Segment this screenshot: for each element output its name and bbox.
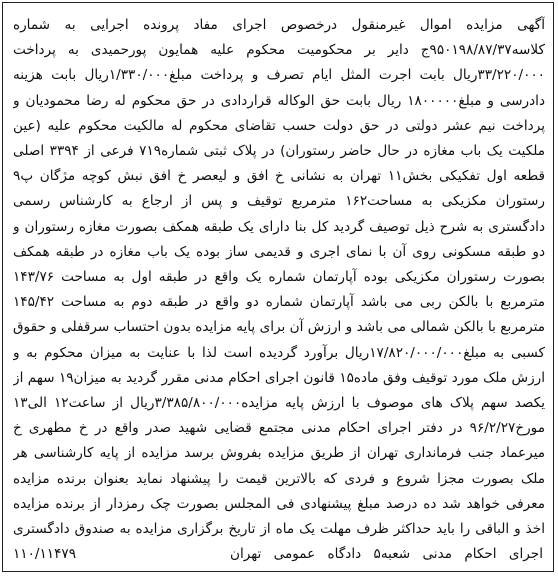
notice-footer bbox=[13, 541, 543, 567]
notice-code: ۱۱۰/۱۱۴۷۹ bbox=[13, 546, 76, 562]
issuer-label: اجرای احکام مدنی شعبه۵ دادگاه عمومی تهران bbox=[230, 546, 543, 562]
notice-body: آگهی مزایده اموال غیرمنقول درخصوص اجرای مفاد پرونده اجرایی به شماره کلاسه۹۵۰۱۹۸/۸۷/۳۷ج دایر بر محکومیت محکوم علیه همایون پورحمیدی به پرداخت ۳۳/۲۲۰/۰۰۰ریال بابت اجرت المثل ایام تصرف و پرداخت مبلغ۱/۳۳۰/۰۰۰ریال بابت هزینه دادرسی و مبلغ۱۸۰۰۰۰۰ ریال بابت حق الوکاله قراردادی در حق محکوم له رضا محمودیان و پرداخت نیم عشر دولتی در حق دولت حسب تقاضای محکوم له مالکیت محکوم علیه (عین ملکیت یک باب مغازه در حال حاضر رستوران) در پلاک ثبتی شماره۷۱۹ فرعی از ۳۳۹۴ اصلی قطعه اول تفکیکی بخش۱۱ تهران به نشانی خ افق و لیعصر خ افق نبش کوچه مژگان پ۹ رستوران مکزیکی به مساحت۱۶۲ مترمربع توقیف و پس از ارجاع به کارشناس رسمی دادگستری به شرح ذیل توصیف گردید کل بنا دارای یک طبقه همکف بصورت مغازه رستوران و دو طبقه مسکونی روی آن با نمای اجری و قدیمی ساز بوده یک باب مغازه در طبقه همکف بصورت رستوران مکزیکی بوده آپارتمان شماره یک واقع در طبقه اول به مساحت ۱۴۳/۷۶ مترمربع با بالکن ربی می باشد آپارتمان شماره دو واقع در طبقه دوم به مساحت ۱۴۵/۴۲ مترمربع با بالکن شمالی می باشد و ارزش آن برای پایه مزایده بدون احتساب سرقفلی و حقوق کسبی به مبلغ۱۷/۸۲۰/۰۰۰/۰۰۰ریال برآورد گردیده است لذا با عنایت به میزان محکوم به و ارزش ملک مورد توقیف وفق ماده۱۵ قانون اجرای احکام مدنی مقرر گردید به میزان۱۹ سهم از یکصد سهم پلاک های موصوف با ارزش پایه مزایده۳/۳۸۵/۸۰۰/۰۰۰ریال از ساعت۱۲ الی۱۳ مورخ۹۶/۲/۲۷ در دفتر اجرای احکام مدنی مجتمع قضایی شهید صدر واقع در خ مطهری خ میرعماد جنب فرمانداری تهران از طریق مزایده بفروش برسد مزایده از پایه کارشناسی هر ملک بصورت مجزا شروع و فردی که بالاترین قیمت را پیشنهاد نماید بعنوان برنده مزایده معرفی خواهد شد ده درصد مبلغ پیشنهادی فی المجلس بصورت چک رمزدار از برنده مزایده اخذ و الباقی را باید حداکثر ظرف مهلت یک ماه از تاریخ برگزاری مزایده به صندوق دادگستری bbox=[13, 17, 545, 538]
notice-frame bbox=[2, 2, 554, 572]
